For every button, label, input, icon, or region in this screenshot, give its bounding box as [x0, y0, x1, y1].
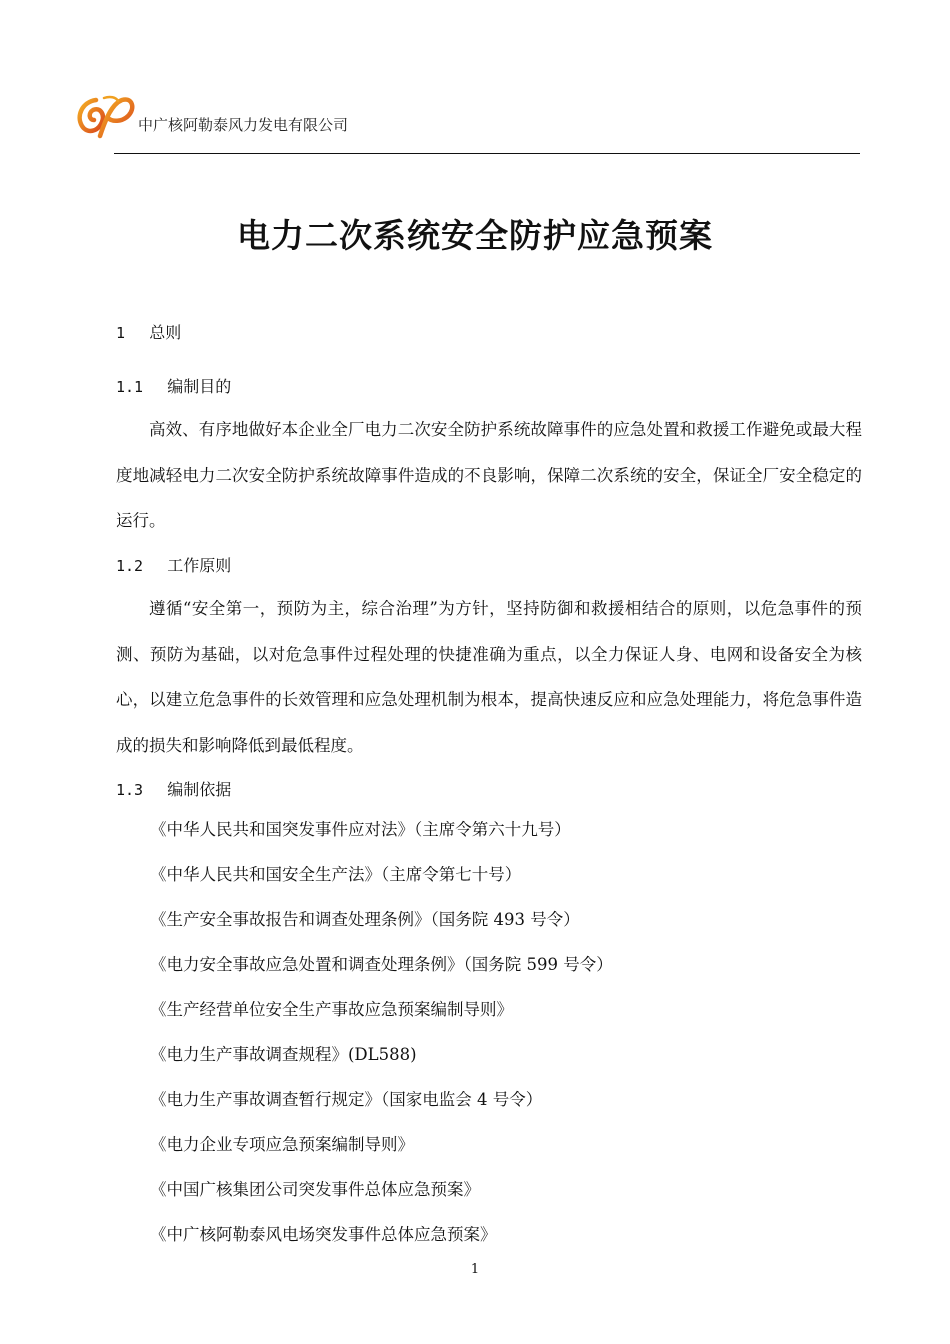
- list-item: 《生产安全事故报告和调查处理条例》（国务院 493 号令）: [150, 910, 580, 929]
- section-heading-general: [116, 320, 181, 343]
- section-heading-basis: [116, 777, 231, 800]
- page-header: [74, 92, 860, 152]
- basis-list: [150, 815, 613, 1265]
- company-name: 中广核阿勒泰风力发电有限公司: [138, 116, 349, 134]
- section-heading-purpose: [116, 374, 231, 397]
- list-item: 《中华人民共和国突发事件应对法》（主席令第六十九号）: [150, 820, 571, 839]
- company-logo-icon: [74, 92, 136, 142]
- section-number: 1.3: [116, 781, 144, 799]
- list-item: 《电力安全事故应急处置和调查处理条例》（国务院 599 号令）: [150, 955, 613, 974]
- document-title: 电力二次系统安全防护应急预案: [237, 216, 713, 255]
- list-item: 《中国广核集团公司突发事件总体应急预案》: [150, 1180, 480, 1199]
- header-divider: [114, 153, 860, 154]
- list-item: 《中华人民共和国安全生产法》（主席令第七十号）: [150, 865, 522, 884]
- section-title: 编制目的: [167, 377, 232, 396]
- section-title: 工作原则: [167, 556, 232, 575]
- page-number: 1: [470, 1262, 480, 1277]
- list-item: 《电力生产事故调查暂行规定》（国家电监会 4 号令）: [150, 1090, 543, 1109]
- section-number: 1.1: [116, 378, 144, 396]
- list-item: 《生产经营单位安全生产事故应急预案编制导则》: [150, 1000, 513, 1019]
- section-title: 编制依据: [167, 780, 232, 799]
- purpose-paragraph: 高效、有序地做好本企业全厂电力二次安全防护系统故障事件的应急处置和救援工作避免或最大程度地减轻电力二次安全防护系统故障事件造成的不良影响，保障二次系统的安全，保证全厂安全稳定的运行。: [116, 420, 862, 530]
- section-heading-principle: [116, 553, 231, 576]
- list-item: 《中广核阿勒泰风电场突发事件总体应急预案》: [150, 1225, 497, 1244]
- principle-paragraph: 遵循“安全第一，预防为主，综合治理”为方针，坚持防御和救援相结合的原则，以危急事件的预测、预防为基础，以对危急事件过程处理的快捷准确为重点，以全力保证人身、电网和设备安全为核心，以建立危急事件的长效管理和应急处理机制为根本，提高快速反应和应急处理能力，将危急事件造成的损失和影响降低到最低程度。: [116, 599, 862, 755]
- section-number: 1.2: [116, 557, 144, 575]
- list-item: 《电力企业专项应急预案编制导则》: [150, 1135, 414, 1154]
- section-title: 总则: [149, 323, 182, 342]
- list-item: 《电力生产事故调查规程》(DL588): [150, 1045, 417, 1064]
- section-number: 1: [116, 324, 126, 342]
